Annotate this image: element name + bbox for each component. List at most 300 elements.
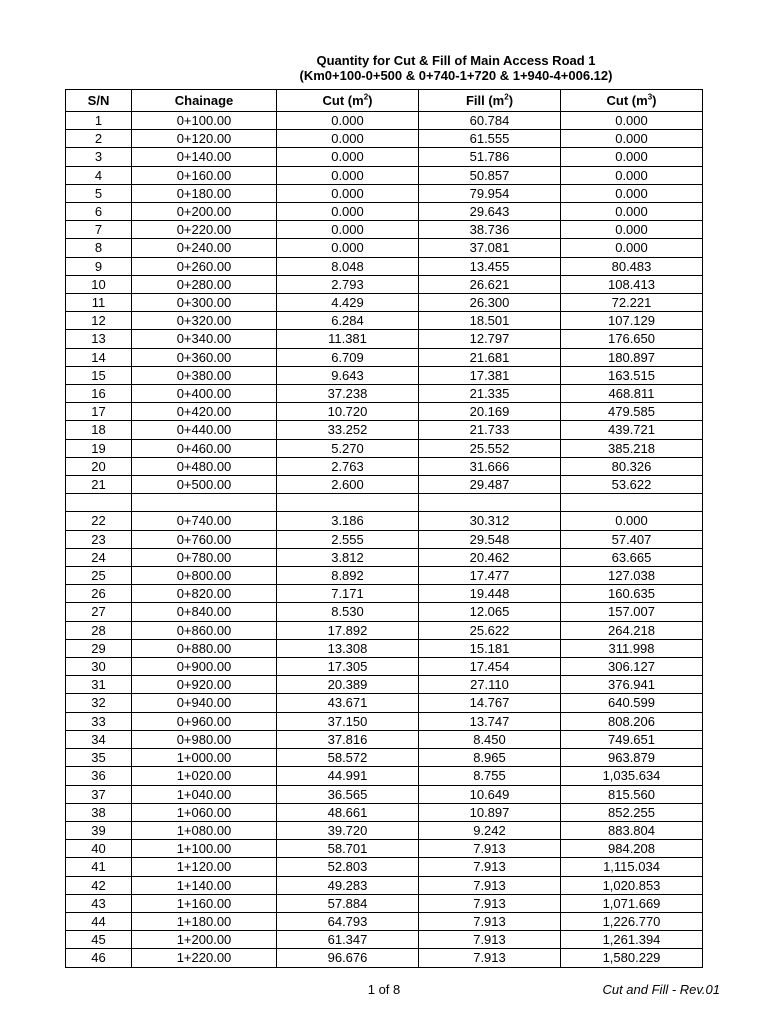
header-fill-area-sup: 2 bbox=[504, 92, 509, 102]
table-row bbox=[66, 749, 703, 767]
cell-chainage: 0+100.00 bbox=[132, 112, 277, 130]
header-cut-area bbox=[277, 90, 419, 112]
cell-sn: 32 bbox=[66, 694, 132, 712]
cell-chainage: 0+460.00 bbox=[132, 439, 277, 457]
cell-cut-volume: 385.218 bbox=[561, 439, 703, 457]
table-row bbox=[66, 494, 703, 512]
cell-sn: 4 bbox=[66, 166, 132, 184]
cell-cut-volume: 479.585 bbox=[561, 403, 703, 421]
cell-chainage: 1+200.00 bbox=[132, 931, 277, 949]
table-row bbox=[66, 221, 703, 239]
cell-chainage: 0+880.00 bbox=[132, 639, 277, 657]
header-cut-area-sup: 2 bbox=[363, 92, 369, 102]
cell-chainage: 0+280.00 bbox=[132, 275, 277, 293]
table-row bbox=[66, 821, 703, 839]
cell-fill-area: 19.448 bbox=[419, 585, 561, 603]
table-row bbox=[66, 676, 703, 694]
cell-sn: 26 bbox=[66, 585, 132, 603]
cell-cut-volume: 1,226.770 bbox=[561, 912, 703, 930]
cell-cut-volume: 53.622 bbox=[561, 476, 703, 494]
cut-fill-table bbox=[65, 89, 703, 968]
cell-chainage: 0+780.00 bbox=[132, 548, 277, 566]
cell-fill-area: 7.913 bbox=[419, 931, 561, 949]
header-fill-area-text: Fill (m bbox=[465, 93, 505, 108]
cell-fill-area: 21.681 bbox=[419, 348, 561, 366]
cell-chainage: 1+060.00 bbox=[132, 803, 277, 821]
table-row bbox=[66, 876, 703, 894]
cell-fill-area: 7.913 bbox=[419, 876, 561, 894]
cell-cut-volume: 0.000 bbox=[561, 512, 703, 530]
cell-fill-area: 12.797 bbox=[419, 330, 561, 348]
cell-cut-volume: 1,035.634 bbox=[561, 767, 703, 785]
cell-cut-area: 43.671 bbox=[277, 694, 419, 712]
cell-cut-volume: 0.000 bbox=[561, 148, 703, 166]
cell-fill-area: 21.335 bbox=[419, 385, 561, 403]
cell-cut-area: 0.000 bbox=[277, 239, 419, 257]
cell-cut-area: 8.530 bbox=[277, 603, 419, 621]
table-row bbox=[66, 348, 703, 366]
cell-cut-area: 37.816 bbox=[277, 730, 419, 748]
table-row bbox=[66, 858, 703, 876]
cell-sn: 27 bbox=[66, 603, 132, 621]
cell-sn: 30 bbox=[66, 658, 132, 676]
cell-cut-area: 9.643 bbox=[277, 366, 419, 384]
cell-cut-area: 61.347 bbox=[277, 931, 419, 949]
cell-sn: 24 bbox=[66, 548, 132, 566]
cell-chainage: 0+380.00 bbox=[132, 366, 277, 384]
cell-cut-area: 5.270 bbox=[277, 439, 419, 457]
table-row bbox=[66, 166, 703, 184]
header-sn: S/N bbox=[66, 90, 132, 112]
cell-cut-area: 64.793 bbox=[277, 912, 419, 930]
cell-fill-area: 25.552 bbox=[419, 439, 561, 457]
table-row bbox=[66, 148, 703, 166]
header-paren: ) bbox=[508, 93, 514, 108]
table-row bbox=[66, 949, 703, 967]
cell-fill-area: 21.733 bbox=[419, 421, 561, 439]
cell-fill-area: 8.755 bbox=[419, 767, 561, 785]
cell-sn: 3 bbox=[66, 148, 132, 166]
cell-sn: 39 bbox=[66, 821, 132, 839]
cell-fill-area: 29.487 bbox=[419, 476, 561, 494]
cell-cut-volume: 57.407 bbox=[561, 530, 703, 548]
cell-chainage: 0+440.00 bbox=[132, 421, 277, 439]
cell-chainage: 0+200.00 bbox=[132, 203, 277, 221]
cell-chainage: 0+240.00 bbox=[132, 239, 277, 257]
cell-cut-volume: 264.218 bbox=[561, 621, 703, 639]
cell-sn: 34 bbox=[66, 730, 132, 748]
cell-chainage: 1+220.00 bbox=[132, 949, 277, 967]
table-row bbox=[66, 603, 703, 621]
cell-sn: 10 bbox=[66, 275, 132, 293]
cell-sn: 45 bbox=[66, 931, 132, 949]
table-row bbox=[66, 712, 703, 730]
cell-fill-area bbox=[419, 494, 561, 512]
cell-cut-area: 48.661 bbox=[277, 803, 419, 821]
cell-cut-volume: 0.000 bbox=[561, 130, 703, 148]
cell-chainage: 0+740.00 bbox=[132, 512, 277, 530]
table-row bbox=[66, 730, 703, 748]
table-row bbox=[66, 421, 703, 439]
cell-fill-area: 18.501 bbox=[419, 312, 561, 330]
cell-cut-area: 0.000 bbox=[277, 112, 419, 130]
cell-cut-area: 58.572 bbox=[277, 749, 419, 767]
cell-cut-volume: 376.941 bbox=[561, 676, 703, 694]
cell-chainage: 0+420.00 bbox=[132, 403, 277, 421]
table-row bbox=[66, 439, 703, 457]
cell-cut-volume: 1,580.229 bbox=[561, 949, 703, 967]
cell-chainage: 0+760.00 bbox=[132, 530, 277, 548]
cell-fill-area: 8.450 bbox=[419, 730, 561, 748]
table-row bbox=[66, 803, 703, 821]
cell-chainage: 1+020.00 bbox=[132, 767, 277, 785]
cell-fill-area: 79.954 bbox=[419, 184, 561, 202]
cell-fill-area: 9.242 bbox=[419, 821, 561, 839]
cell-fill-area: 25.622 bbox=[419, 621, 561, 639]
cell-fill-area: 61.555 bbox=[419, 130, 561, 148]
cell-cut-area: 52.803 bbox=[277, 858, 419, 876]
cell-cut-volume: 0.000 bbox=[561, 239, 703, 257]
cell-fill-area: 17.381 bbox=[419, 366, 561, 384]
cell-sn: 11 bbox=[66, 294, 132, 312]
cell-fill-area: 29.548 bbox=[419, 530, 561, 548]
cell-fill-area: 51.786 bbox=[419, 148, 561, 166]
table-row bbox=[66, 275, 703, 293]
cell-cut-volume: 749.651 bbox=[561, 730, 703, 748]
cell-sn: 25 bbox=[66, 567, 132, 585]
cell-cut-volume: 815.560 bbox=[561, 785, 703, 803]
table-row bbox=[66, 239, 703, 257]
revision-label: Cut and Fill - Rev.01 bbox=[602, 982, 720, 997]
cell-cut-volume: 1,115.034 bbox=[561, 858, 703, 876]
cell-cut-volume: 1,020.853 bbox=[561, 876, 703, 894]
cell-cut-area: 17.305 bbox=[277, 658, 419, 676]
cell-fill-area: 14.767 bbox=[419, 694, 561, 712]
cell-cut-volume: 1,071.669 bbox=[561, 894, 703, 912]
table-row bbox=[66, 912, 703, 930]
cell-cut-volume: 108.413 bbox=[561, 275, 703, 293]
cell-fill-area: 8.965 bbox=[419, 749, 561, 767]
cell-cut-volume: 963.879 bbox=[561, 749, 703, 767]
cell-sn: 36 bbox=[66, 767, 132, 785]
cell-sn: 18 bbox=[66, 421, 132, 439]
table-body bbox=[66, 112, 703, 968]
cell-sn: 7 bbox=[66, 221, 132, 239]
cell-cut-volume: 127.038 bbox=[561, 567, 703, 585]
cell-cut-area: 96.676 bbox=[277, 949, 419, 967]
table-row bbox=[66, 931, 703, 949]
cell-fill-area: 50.857 bbox=[419, 166, 561, 184]
table-row bbox=[66, 366, 703, 384]
cell-fill-area: 12.065 bbox=[419, 603, 561, 621]
cell-cut-area: 2.793 bbox=[277, 275, 419, 293]
cell-cut-area: 13.308 bbox=[277, 639, 419, 657]
cell-sn: 1 bbox=[66, 112, 132, 130]
table-row bbox=[66, 512, 703, 530]
cell-cut-area: 33.252 bbox=[277, 421, 419, 439]
cell-cut-area: 58.701 bbox=[277, 840, 419, 858]
cell-cut-volume: 0.000 bbox=[561, 184, 703, 202]
header-paren: ) bbox=[368, 93, 373, 108]
cell-fill-area: 13.747 bbox=[419, 712, 561, 730]
table-row bbox=[66, 567, 703, 585]
cell-cut-volume: 808.206 bbox=[561, 712, 703, 730]
table-row bbox=[66, 312, 703, 330]
cell-sn: 22 bbox=[66, 512, 132, 530]
cell-chainage bbox=[132, 494, 277, 512]
cell-chainage: 0+340.00 bbox=[132, 330, 277, 348]
cell-cut-area: 20.389 bbox=[277, 676, 419, 694]
header-cut-area-text: Cut (m bbox=[322, 93, 364, 108]
cell-fill-area: 20.169 bbox=[419, 403, 561, 421]
cell-cut-volume: 80.483 bbox=[561, 257, 703, 275]
cell-chainage: 0+820.00 bbox=[132, 585, 277, 603]
table-row bbox=[66, 330, 703, 348]
cell-sn: 31 bbox=[66, 676, 132, 694]
cell-cut-area: 17.892 bbox=[277, 621, 419, 639]
table-row bbox=[66, 130, 703, 148]
cell-sn: 29 bbox=[66, 639, 132, 657]
cell-chainage: 0+940.00 bbox=[132, 694, 277, 712]
cell-chainage: 1+100.00 bbox=[132, 840, 277, 858]
cell-fill-area: 17.477 bbox=[419, 567, 561, 585]
cell-sn: 9 bbox=[66, 257, 132, 275]
cell-cut-area: 8.892 bbox=[277, 567, 419, 585]
cell-sn: 20 bbox=[66, 457, 132, 475]
cell-chainage: 0+220.00 bbox=[132, 221, 277, 239]
cell-cut-volume: 0.000 bbox=[561, 203, 703, 221]
cell-cut-volume: 176.650 bbox=[561, 330, 703, 348]
cell-fill-area: 20.462 bbox=[419, 548, 561, 566]
cell-chainage: 0+920.00 bbox=[132, 676, 277, 694]
cell-cut-area: 36.565 bbox=[277, 785, 419, 803]
cell-cut-volume: 107.129 bbox=[561, 312, 703, 330]
cell-chainage: 1+140.00 bbox=[132, 876, 277, 894]
cell-chainage: 1+120.00 bbox=[132, 858, 277, 876]
cell-cut-volume: 984.208 bbox=[561, 840, 703, 858]
cell-sn: 12 bbox=[66, 312, 132, 330]
cell-sn: 13 bbox=[66, 330, 132, 348]
cell-cut-area: 11.381 bbox=[277, 330, 419, 348]
cell-cut-area: 37.150 bbox=[277, 712, 419, 730]
cell-fill-area: 7.913 bbox=[419, 840, 561, 858]
cell-fill-area: 37.081 bbox=[419, 239, 561, 257]
table-row bbox=[66, 840, 703, 858]
table-row bbox=[66, 476, 703, 494]
cell-fill-area: 7.913 bbox=[419, 912, 561, 930]
cell-cut-area: 0.000 bbox=[277, 130, 419, 148]
cell-cut-area: 4.429 bbox=[277, 294, 419, 312]
cell-chainage: 1+160.00 bbox=[132, 894, 277, 912]
cell-cut-volume: 180.897 bbox=[561, 348, 703, 366]
cell-cut-volume: 72.221 bbox=[561, 294, 703, 312]
cell-chainage: 0+140.00 bbox=[132, 148, 277, 166]
cell-fill-area: 38.736 bbox=[419, 221, 561, 239]
cell-cut-area: 0.000 bbox=[277, 221, 419, 239]
cell-fill-area: 31.666 bbox=[419, 457, 561, 475]
cell-sn: 15 bbox=[66, 366, 132, 384]
table-row bbox=[66, 767, 703, 785]
cell-cut-volume: 160.635 bbox=[561, 585, 703, 603]
cell-chainage: 0+980.00 bbox=[132, 730, 277, 748]
table-header-row bbox=[66, 90, 703, 112]
cell-chainage: 0+400.00 bbox=[132, 385, 277, 403]
cell-fill-area: 26.621 bbox=[419, 275, 561, 293]
header-cut-volume-sup: 3 bbox=[647, 92, 653, 102]
table-row bbox=[66, 894, 703, 912]
cell-chainage: 0+500.00 bbox=[132, 476, 277, 494]
cell-sn: 21 bbox=[66, 476, 132, 494]
cell-cut-area: 0.000 bbox=[277, 203, 419, 221]
cell-cut-area: 0.000 bbox=[277, 148, 419, 166]
cell-cut-volume: 852.255 bbox=[561, 803, 703, 821]
cell-fill-area: 7.913 bbox=[419, 894, 561, 912]
table-row bbox=[66, 457, 703, 475]
cell-cut-area: 2.555 bbox=[277, 530, 419, 548]
document-subtitle: (Km0+100-0+500 & 0+740-1+720 & 1+940-4+006.12) bbox=[299, 68, 613, 83]
cell-fill-area: 15.181 bbox=[419, 639, 561, 657]
cell-chainage: 1+040.00 bbox=[132, 785, 277, 803]
cell-chainage: 0+260.00 bbox=[132, 257, 277, 275]
table-row bbox=[66, 694, 703, 712]
cell-sn: 6 bbox=[66, 203, 132, 221]
table-row bbox=[66, 385, 703, 403]
cell-cut-volume: 439.721 bbox=[561, 421, 703, 439]
cell-cut-area: 3.812 bbox=[277, 548, 419, 566]
cell-cut-volume: 0.000 bbox=[561, 221, 703, 239]
cell-sn: 38 bbox=[66, 803, 132, 821]
cell-sn: 28 bbox=[66, 621, 132, 639]
cell-sn: 41 bbox=[66, 858, 132, 876]
cell-fill-area: 60.784 bbox=[419, 112, 561, 130]
cell-cut-area: 44.991 bbox=[277, 767, 419, 785]
cell-cut-volume: 157.007 bbox=[561, 603, 703, 621]
cell-fill-area: 27.110 bbox=[419, 676, 561, 694]
header-chainage: Chainage bbox=[132, 90, 277, 112]
cell-fill-area: 26.300 bbox=[419, 294, 561, 312]
cell-cut-volume: 63.665 bbox=[561, 548, 703, 566]
cell-chainage: 1+000.00 bbox=[132, 749, 277, 767]
cell-cut-volume: 306.127 bbox=[561, 658, 703, 676]
cell-cut-area: 37.238 bbox=[277, 385, 419, 403]
cell-cut-area: 10.720 bbox=[277, 403, 419, 421]
cell-sn: 17 bbox=[66, 403, 132, 421]
cell-chainage: 0+480.00 bbox=[132, 457, 277, 475]
cell-chainage: 0+900.00 bbox=[132, 658, 277, 676]
cell-chainage: 0+180.00 bbox=[132, 184, 277, 202]
cell-cut-area: 0.000 bbox=[277, 166, 419, 184]
cell-sn bbox=[66, 494, 132, 512]
cell-chainage: 0+320.00 bbox=[132, 312, 277, 330]
table-row bbox=[66, 639, 703, 657]
cell-sn: 44 bbox=[66, 912, 132, 930]
table-row bbox=[66, 785, 703, 803]
cell-fill-area: 7.913 bbox=[419, 858, 561, 876]
cell-cut-area: 6.709 bbox=[277, 348, 419, 366]
cell-cut-area: 2.763 bbox=[277, 457, 419, 475]
cell-chainage: 0+120.00 bbox=[132, 130, 277, 148]
cell-chainage: 0+160.00 bbox=[132, 166, 277, 184]
header-fill-area bbox=[419, 90, 561, 112]
table-row bbox=[66, 294, 703, 312]
cell-fill-area: 10.897 bbox=[419, 803, 561, 821]
cell-cut-area: 2.600 bbox=[277, 476, 419, 494]
cell-chainage: 0+840.00 bbox=[132, 603, 277, 621]
cell-cut-volume: 883.804 bbox=[561, 821, 703, 839]
cell-chainage: 0+960.00 bbox=[132, 712, 277, 730]
cell-cut-volume: 1,261.394 bbox=[561, 931, 703, 949]
cell-cut-volume: 640.599 bbox=[561, 694, 703, 712]
cell-fill-area: 30.312 bbox=[419, 512, 561, 530]
cell-sn: 33 bbox=[66, 712, 132, 730]
cell-cut-volume: 468.811 bbox=[561, 385, 703, 403]
cell-sn: 46 bbox=[66, 949, 132, 967]
cell-fill-area: 7.913 bbox=[419, 949, 561, 967]
cell-cut-area: 39.720 bbox=[277, 821, 419, 839]
cell-chainage: 1+180.00 bbox=[132, 912, 277, 930]
cell-sn: 2 bbox=[66, 130, 132, 148]
cell-cut-area bbox=[277, 494, 419, 512]
table-row bbox=[66, 585, 703, 603]
cell-cut-area: 3.186 bbox=[277, 512, 419, 530]
table-row bbox=[66, 548, 703, 566]
table-row bbox=[66, 403, 703, 421]
cell-cut-volume: 0.000 bbox=[561, 166, 703, 184]
cell-sn: 5 bbox=[66, 184, 132, 202]
table-row bbox=[66, 184, 703, 202]
cell-sn: 8 bbox=[66, 239, 132, 257]
cell-sn: 16 bbox=[66, 385, 132, 403]
cell-fill-area: 10.649 bbox=[419, 785, 561, 803]
cell-chainage: 0+860.00 bbox=[132, 621, 277, 639]
table-row bbox=[66, 257, 703, 275]
table-row bbox=[66, 203, 703, 221]
table-row bbox=[66, 112, 703, 130]
cell-fill-area: 13.455 bbox=[419, 257, 561, 275]
cell-sn: 23 bbox=[66, 530, 132, 548]
cell-fill-area: 17.454 bbox=[419, 658, 561, 676]
header-cut-volume bbox=[561, 90, 703, 112]
cell-cut-area: 49.283 bbox=[277, 876, 419, 894]
cell-chainage: 1+080.00 bbox=[132, 821, 277, 839]
table-row bbox=[66, 621, 703, 639]
document-title: Quantity for Cut & Fill of Main Access Road 1 bbox=[316, 53, 596, 68]
cell-sn: 19 bbox=[66, 439, 132, 457]
cell-fill-area: 29.643 bbox=[419, 203, 561, 221]
table-row bbox=[66, 658, 703, 676]
cell-cut-area: 6.284 bbox=[277, 312, 419, 330]
cell-cut-area: 0.000 bbox=[277, 184, 419, 202]
cell-cut-volume bbox=[561, 494, 703, 512]
cell-chainage: 0+360.00 bbox=[132, 348, 277, 366]
cell-sn: 14 bbox=[66, 348, 132, 366]
cell-cut-area: 8.048 bbox=[277, 257, 419, 275]
cell-cut-area: 57.884 bbox=[277, 894, 419, 912]
cell-cut-volume: 163.515 bbox=[561, 366, 703, 384]
cell-chainage: 0+300.00 bbox=[132, 294, 277, 312]
cell-cut-volume: 0.000 bbox=[561, 112, 703, 130]
header-paren: ) bbox=[652, 93, 657, 108]
cell-chainage: 0+800.00 bbox=[132, 567, 277, 585]
cell-cut-volume: 80.326 bbox=[561, 457, 703, 475]
cell-sn: 40 bbox=[66, 840, 132, 858]
cell-cut-area: 7.171 bbox=[277, 585, 419, 603]
cell-cut-volume: 311.998 bbox=[561, 639, 703, 657]
page-number: 1 of 8 bbox=[367, 982, 401, 997]
cell-sn: 37 bbox=[66, 785, 132, 803]
header-cut-volume-text: Cut (m bbox=[606, 93, 648, 108]
cell-sn: 43 bbox=[66, 894, 132, 912]
